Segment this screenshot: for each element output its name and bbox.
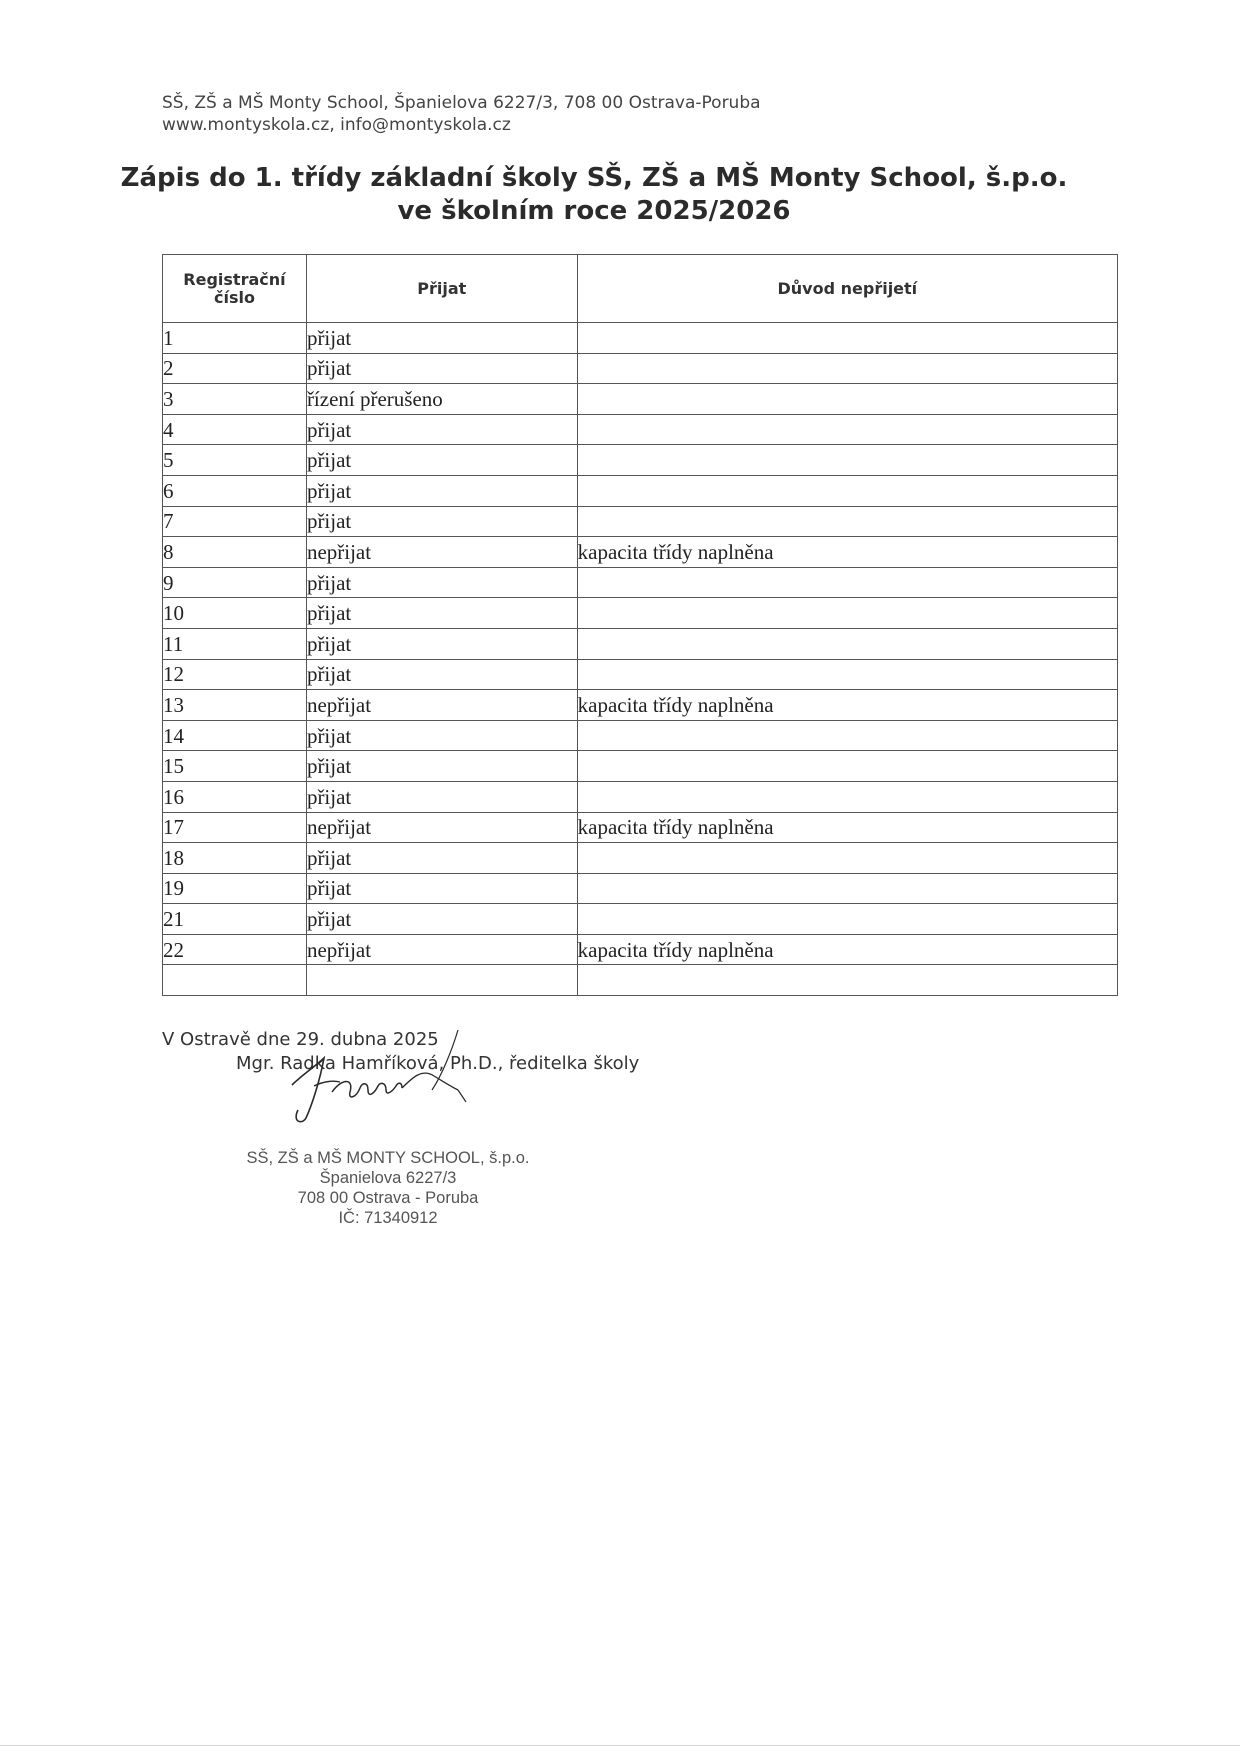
registration-number-cell: 15 <box>163 751 307 782</box>
status-cell: přijat <box>306 445 577 476</box>
table-row <box>163 414 1118 445</box>
rejection-reason-cell <box>577 598 1117 629</box>
stamp-line-3: 708 00 Ostrava - Poruba <box>297 1189 479 1207</box>
place-date: V Ostravě dne 29. dubna 2025 <box>162 1029 439 1050</box>
letterhead-address: SŠ, ZŠ a MŠ Monty School, Španielova 6227/3, 708 00 Ostrava-Poruba <box>162 93 761 113</box>
header-accepted: Přijat <box>306 255 577 323</box>
registration-number-cell: 10 <box>163 598 307 629</box>
rejection-reason-cell <box>577 414 1117 445</box>
rejection-reason-cell <box>577 506 1117 537</box>
rejection-reason-cell <box>577 384 1117 415</box>
rejection-reason-cell <box>577 475 1117 506</box>
stamp-line-1: SŠ, ZŠ a MŠ MONTY SCHOOL, š.p.o. <box>246 1149 530 1167</box>
registration-number-cell: 22 <box>163 934 307 965</box>
status-cell: přijat <box>306 628 577 659</box>
rejection-reason-cell: kapacita třídy naplněna <box>577 812 1117 843</box>
rejection-reason-cell <box>577 965 1117 996</box>
handwritten-signature <box>262 1030 512 1140</box>
rejection-reason-cell: kapacita třídy naplněna <box>577 537 1117 568</box>
rejection-reason-cell <box>577 751 1117 782</box>
rejection-reason-cell <box>577 659 1117 690</box>
stamp-line-2: Španielova 6227/3 <box>319 1169 457 1187</box>
status-cell: nepřijat <box>306 537 577 568</box>
status-cell: přijat <box>306 659 577 690</box>
rejection-reason-cell <box>577 904 1117 935</box>
rejection-reason-cell <box>577 843 1117 874</box>
table-row <box>163 659 1118 690</box>
registration-number-cell: 7 <box>163 506 307 537</box>
table-row <box>163 598 1118 629</box>
registration-number-cell: 18 <box>163 843 307 874</box>
letterhead <box>162 92 761 136</box>
rejection-reason-cell: kapacita třídy naplněna <box>577 690 1117 721</box>
status-cell: nepřijat <box>306 690 577 721</box>
table-row <box>163 628 1118 659</box>
status-cell: přijat <box>306 598 577 629</box>
registration-number-cell: 1 <box>163 323 307 354</box>
header-registration-number: Registrační číslo <box>163 255 307 323</box>
official-stamp <box>238 1148 538 1228</box>
registration-number-cell: 4 <box>163 414 307 445</box>
title-line-2: ve školním roce 2025/2026 <box>397 196 791 226</box>
table-row <box>163 781 1118 812</box>
rejection-reason-cell <box>577 628 1117 659</box>
header-rejection-reason: Důvod nepřijetí <box>577 255 1117 323</box>
registration-number-cell: 17 <box>163 812 307 843</box>
table-row <box>163 475 1118 506</box>
table-row <box>163 567 1118 598</box>
registration-number-cell: 16 <box>163 781 307 812</box>
status-cell: přijat <box>306 751 577 782</box>
rejection-reason-cell <box>577 567 1117 598</box>
status-cell: přijat <box>306 414 577 445</box>
registration-number-cell: 6 <box>163 475 307 506</box>
table-row <box>163 506 1118 537</box>
table-header-row <box>163 255 1118 323</box>
status-cell: přijat <box>306 506 577 537</box>
status-cell: přijat <box>306 873 577 904</box>
registration-number-cell: 19 <box>163 873 307 904</box>
status-cell: přijat <box>306 720 577 751</box>
registration-number-cell: 11 <box>163 628 307 659</box>
status-cell <box>306 965 577 996</box>
status-cell: přijat <box>306 353 577 384</box>
table-row <box>163 904 1118 935</box>
table-row <box>163 843 1118 874</box>
registration-number-cell <box>163 965 307 996</box>
status-cell: přijat <box>306 843 577 874</box>
stamp-line-4: IČ: 71340912 <box>338 1209 438 1227</box>
status-cell: přijat <box>306 475 577 506</box>
table-row <box>163 812 1118 843</box>
table-row <box>163 965 1118 996</box>
status-cell: řízení přerušeno <box>306 384 577 415</box>
enrollment-table <box>162 254 1118 996</box>
registration-number-cell: 2 <box>163 353 307 384</box>
table-row <box>163 690 1118 721</box>
rejection-reason-cell <box>577 873 1117 904</box>
registration-number-cell: 9 <box>163 567 307 598</box>
page-title <box>0 162 1240 228</box>
status-cell: přijat <box>306 567 577 598</box>
registration-number-cell: 14 <box>163 720 307 751</box>
table-row <box>163 751 1118 782</box>
registration-number-cell: 5 <box>163 445 307 476</box>
rejection-reason-cell <box>577 720 1117 751</box>
rejection-reason-cell <box>577 323 1117 354</box>
table-row <box>163 873 1118 904</box>
status-cell: přijat <box>306 781 577 812</box>
scan-edge <box>0 1745 1240 1746</box>
table-row <box>163 934 1118 965</box>
status-cell: nepřijat <box>306 934 577 965</box>
rejection-reason-cell <box>577 445 1117 476</box>
registration-number-cell: 21 <box>163 904 307 935</box>
table-row <box>163 537 1118 568</box>
table-row <box>163 323 1118 354</box>
rejection-reason-cell <box>577 781 1117 812</box>
registration-number-cell: 13 <box>163 690 307 721</box>
letterhead-contacts: www.montyskola.cz, info@montyskola.cz <box>162 115 511 135</box>
rejection-reason-cell <box>577 353 1117 384</box>
table-row <box>163 445 1118 476</box>
rejection-reason-cell: kapacita třídy naplněna <box>577 934 1117 965</box>
signatory: Mgr. Radka Hamříková, Ph.D., ředitelka školy <box>236 1053 640 1074</box>
status-cell: nepřijat <box>306 812 577 843</box>
registration-number-cell: 3 <box>163 384 307 415</box>
table-row <box>163 384 1118 415</box>
title-line-1: Zápis do 1. třídy základní školy SŠ, ZŠ a MŠ Monty School, š.p.o. <box>120 163 1068 193</box>
status-cell: přijat <box>306 904 577 935</box>
registration-number-cell: 12 <box>163 659 307 690</box>
registration-number-cell: 8 <box>163 537 307 568</box>
status-cell: přijat <box>306 323 577 354</box>
table-row <box>163 353 1118 384</box>
table-row <box>163 720 1118 751</box>
